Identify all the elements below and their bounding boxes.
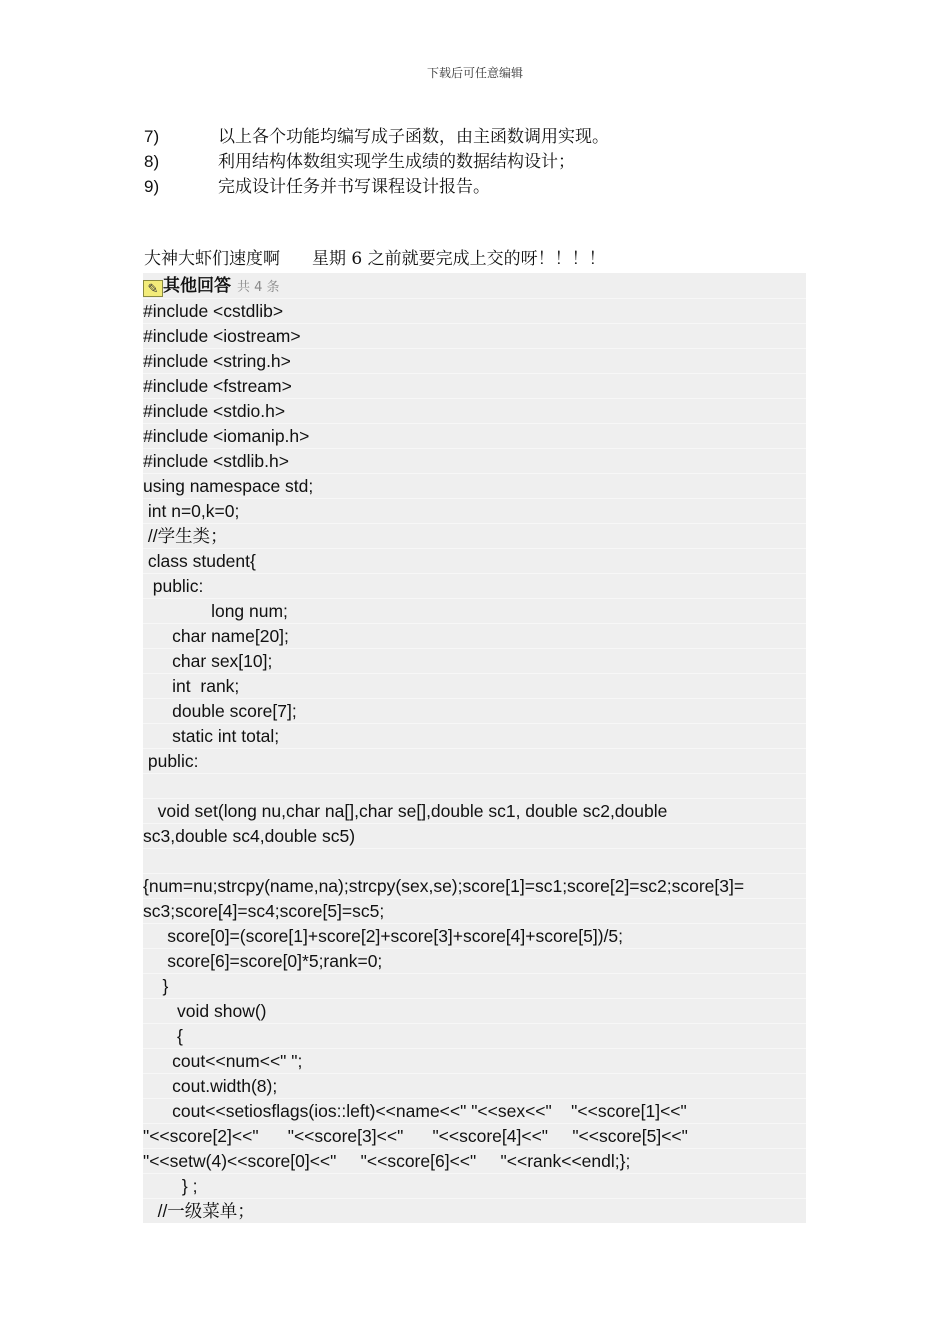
item-text: 以上各个功能均编写成子函数，由主函数调用实现。 bbox=[218, 127, 609, 147]
code-line: using namespace std; bbox=[143, 473, 806, 498]
code-line: } ; bbox=[143, 1173, 806, 1198]
code-line: score[6]=score[0]*5;rank=0; bbox=[143, 948, 806, 973]
code-line: int rank; bbox=[143, 673, 806, 698]
code-line: #include <iostream> bbox=[143, 323, 806, 348]
list-item bbox=[144, 174, 609, 199]
code-line: cout<<setiosflags(ios::left)<<name<<" "<<sex<<" "<<score[1]<<" bbox=[143, 1098, 806, 1123]
list-item bbox=[144, 124, 609, 149]
answers-title: 其他回答 bbox=[163, 276, 231, 296]
code-line: cout.width(8); bbox=[143, 1073, 806, 1098]
code-line: public: bbox=[143, 748, 806, 773]
list-item bbox=[144, 149, 609, 174]
question-plea bbox=[144, 247, 606, 272]
code-line: "<<score[2]<<" "<<score[3]<<" "<<score[4]<<" "<<score[5]<<" bbox=[143, 1123, 806, 1148]
code-line: //一级菜单； bbox=[143, 1198, 806, 1223]
code-line: score[0]=(score[1]+score[2]+score[3]+score[4]+score[5])/5; bbox=[143, 923, 806, 948]
code-line bbox=[143, 848, 806, 873]
code-line: int n=0,k=0; bbox=[143, 498, 806, 523]
code-line: char name[20]; bbox=[143, 623, 806, 648]
other-answers-panel bbox=[143, 273, 806, 1223]
item-text: 完成设计任务并书写课程设计报告。 bbox=[218, 177, 490, 197]
code-line: char sex[10]; bbox=[143, 648, 806, 673]
code-line: #include <stdlib.h> bbox=[143, 448, 806, 473]
code-line: { bbox=[143, 1023, 806, 1048]
code-line: {num=nu;strcpy(name,na);strcpy(sex,se);score[1]=sc1;score[2]=sc2;score[3]= bbox=[143, 873, 806, 898]
code-line: void set(long nu,char na[],char se[],double sc1, double sc2,double bbox=[143, 798, 806, 823]
code-line: sc3;score[4]=sc4;score[5]=sc5; bbox=[143, 898, 806, 923]
code-line: cout<<num<<" "; bbox=[143, 1048, 806, 1073]
requirement-list bbox=[144, 124, 609, 199]
code-line: "<<setw(4)<<score[0]<<" "<<score[6]<<" "<<rank<<endl;}; bbox=[143, 1148, 806, 1173]
code-line: #include <iomanip.h> bbox=[143, 423, 806, 448]
plea-part-1: 大神大虾们速度啊 bbox=[144, 249, 280, 269]
answers-count: 共 4 条 bbox=[237, 280, 280, 295]
edit-note-icon: ✎ bbox=[143, 280, 163, 297]
code-line: double score[7]; bbox=[143, 698, 806, 723]
item-number: 8) bbox=[144, 152, 160, 171]
code-line: long num; bbox=[143, 598, 806, 623]
code-line bbox=[143, 773, 806, 798]
code-line: static int total; bbox=[143, 723, 806, 748]
code-line: //学生类； bbox=[143, 523, 806, 548]
page-header: 下载后可任意编辑 bbox=[426, 66, 523, 80]
code-line: sc3,double sc4,double sc5) bbox=[143, 823, 806, 848]
code-line: public: bbox=[143, 573, 806, 598]
plea-part-2: 星期 6 之前就要完成上交的呀！！！！ bbox=[312, 249, 606, 269]
code-line: void show() bbox=[143, 998, 806, 1023]
code-line: #include <fstream> bbox=[143, 373, 806, 398]
code-line: #include <stdio.h> bbox=[143, 398, 806, 423]
code-line: #include <cstdlib> bbox=[143, 298, 806, 323]
code-line: #include <string.h> bbox=[143, 348, 806, 373]
code-line: } bbox=[143, 973, 806, 998]
answers-header bbox=[143, 273, 806, 298]
item-number: 7) bbox=[144, 127, 160, 146]
code-block bbox=[143, 298, 806, 1223]
item-number: 9) bbox=[144, 177, 160, 196]
code-line: class student{ bbox=[143, 548, 806, 573]
item-text: 利用结构体数组实现学生成绩的数据结构设计； bbox=[218, 152, 575, 172]
